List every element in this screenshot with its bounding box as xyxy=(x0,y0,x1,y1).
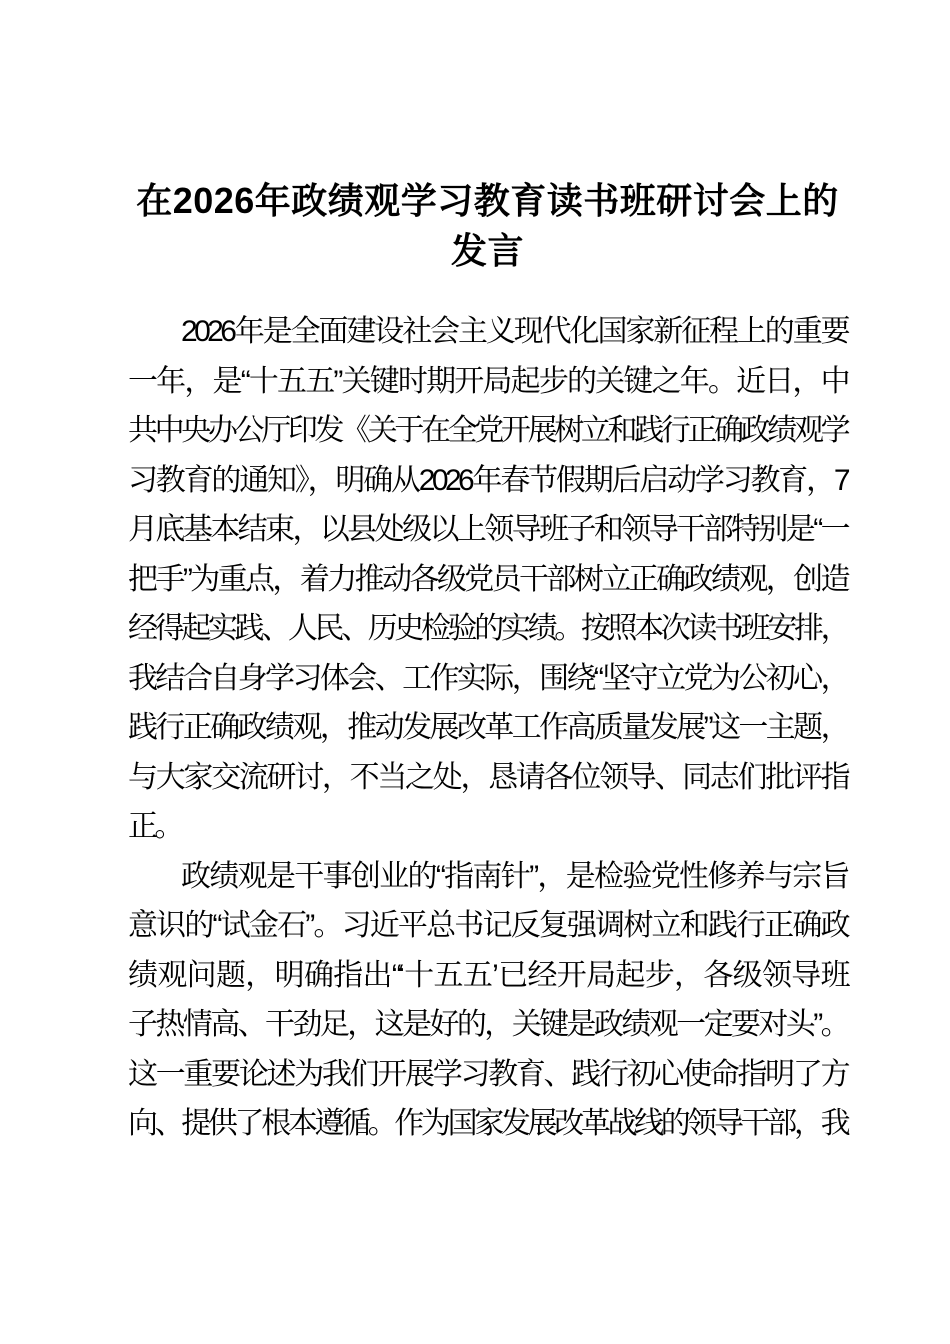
paragraph-1-line: 经得起实践、人民、历史检验的实绩。按照本次读书班安排， xyxy=(128,612,847,645)
paragraph-2 xyxy=(128,852,847,1149)
document-title xyxy=(128,176,847,276)
paragraph-1-line: 一年，是“十五五”关键时期开局起步的关键之年。近日，中 xyxy=(128,364,847,398)
paragraph-1-line: 践行正确政绩观，推动发展改革工作高质量发展”这一主题， xyxy=(128,711,847,744)
paragraph-1-line: 2026年是全面建设社会主义现代化国家新征程上的重要 xyxy=(181,315,847,348)
paragraph-1-line: 习教育的通知》，明确从2026年春节假期后启动学习教育，7 xyxy=(128,463,847,497)
title-line-2: 发言 xyxy=(450,230,524,271)
paragraph-2-line: 意识的“试金石”。习近平总书记反复强调树立和践行正确政 xyxy=(128,909,847,942)
paragraph-1-line: 把手”为重点，着力推动各级党员干部树立正确政绩观，创造 xyxy=(128,562,847,596)
paragraph-2-line: 子热情高、干劲足，这是好的，关键是政绩观一定要对头”。 xyxy=(128,1008,847,1041)
paragraph-1-line: 与大家交流研讨，不当之处，恳请各位领导、同志们批评指 xyxy=(128,760,847,794)
paragraph-2-line: 这一重要论述为我们开展学习教育、践行初心使命指明了方 xyxy=(128,1057,847,1091)
paragraph-1-line: 月底基本结束，以县处级以上领导班子和领导干部特别是“一 xyxy=(128,513,847,546)
paragraph-1 xyxy=(128,307,847,852)
title-line-1: 在2026年政绩观学习教育读书班研讨会上的 xyxy=(136,180,839,221)
paragraph-1-line: 我结合自身学习体会、工作实际，围绕“坚守立党为公初心， xyxy=(128,661,847,695)
paragraph-2-line: 绩观问题，明确指出“‘十五五’已经开局起步，各级领导班 xyxy=(128,958,847,992)
paragraph-1-line: 共中央办公厅印发《关于在全党开展树立和践行正确政绩观学 xyxy=(128,414,847,447)
paragraph-1-line: 正。 xyxy=(128,810,181,843)
paragraph-2-line: 政绩观是干事创业的“指南针”，是检验党性修养与宗旨 xyxy=(181,859,847,893)
paragraph-2-line: 向、提供了根本遵循。作为国家发展改革战线的领导干部，我 xyxy=(128,1107,847,1140)
document-body xyxy=(128,307,847,1149)
